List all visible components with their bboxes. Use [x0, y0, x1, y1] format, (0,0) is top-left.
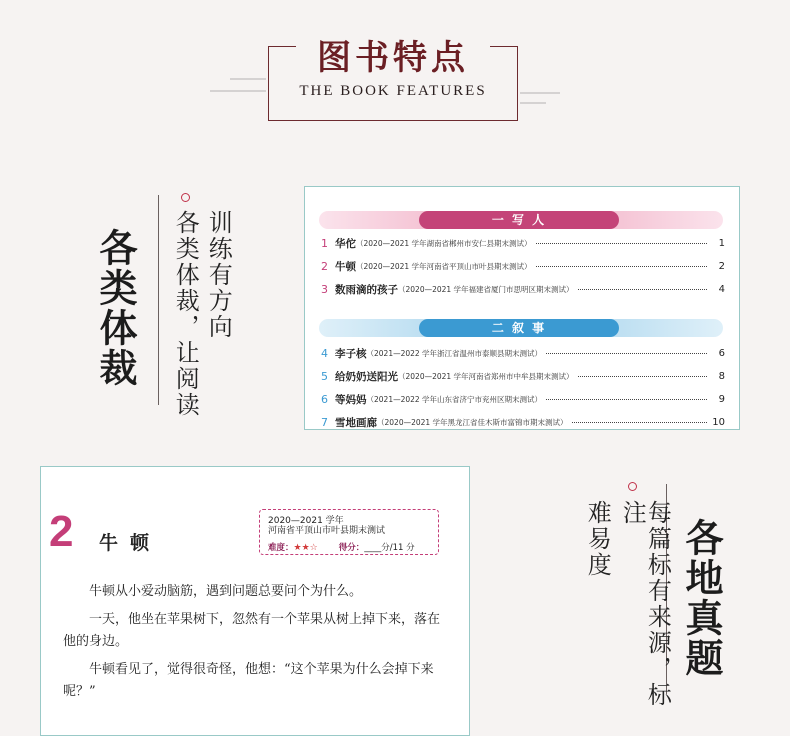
feature1-text-col2: 各类体裁，让阅读	[171, 210, 200, 418]
score-value: ____分/11 分	[364, 543, 415, 553]
row-number: 2	[321, 259, 328, 273]
row-page: 2	[718, 260, 725, 272]
row-number: 3	[321, 282, 328, 296]
header-title: 图书特点	[317, 38, 469, 78]
row-number: 6	[321, 392, 328, 406]
row-title: 数雨滴的孩子	[335, 283, 398, 296]
info-source: 河南省平顶山市叶县期末测试	[268, 526, 386, 536]
info-year: 2020—2021 学年	[268, 516, 344, 526]
source-info-box	[259, 509, 439, 555]
feature2-label: 各地真题	[679, 518, 724, 678]
row-page: 10	[712, 416, 725, 428]
toc-row[interactable]	[321, 258, 725, 274]
section-title-2: 二 叙 事	[419, 319, 619, 337]
divider-line	[158, 195, 159, 405]
feature2-text-col1: 每篇标有来源，标注	[618, 500, 672, 708]
paragraph-1: 牛顿从小爱动脑筋，遇到问题总要问个为什么。	[89, 584, 363, 599]
row-source: （2020—2021 学年湖南省郴州市安仁县期末测试）	[356, 238, 532, 248]
dot-leader	[578, 288, 707, 290]
row-page: 4	[718, 283, 725, 295]
row-page: 6	[718, 347, 725, 359]
circle-bullet-icon	[628, 482, 637, 491]
dot-leader	[572, 421, 707, 423]
feature1-text-col1: 训练有方向	[204, 210, 233, 340]
circle-bullet-icon	[181, 193, 190, 202]
row-title: 等妈妈	[335, 393, 367, 406]
header-subtitle: THE BOOK FEATURES	[299, 83, 487, 99]
cloud-decoration-right	[520, 92, 560, 94]
row-number: 4	[321, 346, 328, 360]
cloud-decoration-left	[210, 90, 266, 92]
row-page: 1	[718, 237, 725, 249]
row-source: （2021—2022 学年山东省济宁市兖州区期末测试）	[366, 394, 543, 404]
row-page: 9	[718, 393, 725, 405]
section-band-1	[319, 211, 723, 229]
paragraph-2: 一天，他坐在苹果树下，忽然有一个苹果从树上掉下来，落在他的身边。	[63, 612, 441, 649]
dot-leader	[578, 375, 707, 377]
star-rating-icon: ★★☆	[293, 543, 318, 553]
row-source: （2020—2021 学年河南省平顶山市叶县期末测试）	[356, 261, 532, 271]
toc-row[interactable]	[321, 368, 725, 384]
toc-row[interactable]	[321, 281, 725, 297]
row-number: 1	[321, 236, 328, 250]
toc-row[interactable]	[321, 414, 725, 430]
toc-row[interactable]	[321, 345, 725, 361]
difficulty-label: 难度：	[268, 543, 294, 553]
row-source: （2020—2021 学年黑龙江省佳木斯市富锦市期末测试）	[377, 417, 568, 427]
row-title: 给奶奶送阳光	[335, 370, 398, 383]
row-title: 华佗	[335, 237, 356, 250]
row-title: 李子核	[335, 347, 367, 360]
row-title: 雪地画廊	[335, 416, 377, 429]
cloud-decoration-left	[230, 78, 266, 80]
sample-page	[40, 466, 470, 736]
paragraph-3: 牛顿看见了，觉得很奇怪，他想：“这个苹果为什么会掉下来呢？”	[63, 662, 434, 699]
lesson-number: 2	[49, 507, 74, 556]
feature2-text-col2: 难易度	[583, 500, 612, 578]
dot-leader	[546, 352, 707, 354]
section-band-2	[319, 319, 723, 337]
row-title: 牛顿	[335, 260, 356, 273]
row-number: 5	[321, 369, 328, 383]
row-source: （2020—2021 学年福建省厦门市思明区期末测试）	[398, 284, 574, 294]
lesson-title: 牛顿	[99, 532, 162, 554]
dot-leader	[536, 265, 707, 267]
toc-card	[304, 186, 740, 430]
cloud-decoration-right	[520, 102, 546, 104]
row-source: （2021—2022 学年浙江省温州市泰顺县期末测试）	[366, 348, 543, 358]
row-number: 7	[321, 415, 328, 429]
toc-row[interactable]	[321, 235, 725, 251]
info-rating	[268, 541, 415, 553]
section-title-1: 一 写 人	[419, 211, 619, 229]
row-source: （2020—2021 学年河南省郑州市中牟县期末测试）	[398, 371, 574, 381]
feature1-label: 各类体裁	[93, 228, 138, 388]
dot-leader	[536, 242, 707, 244]
toc-row[interactable]	[321, 391, 725, 407]
row-page: 8	[718, 370, 725, 382]
score-label: 得分：	[338, 543, 365, 553]
dot-leader	[546, 398, 707, 400]
